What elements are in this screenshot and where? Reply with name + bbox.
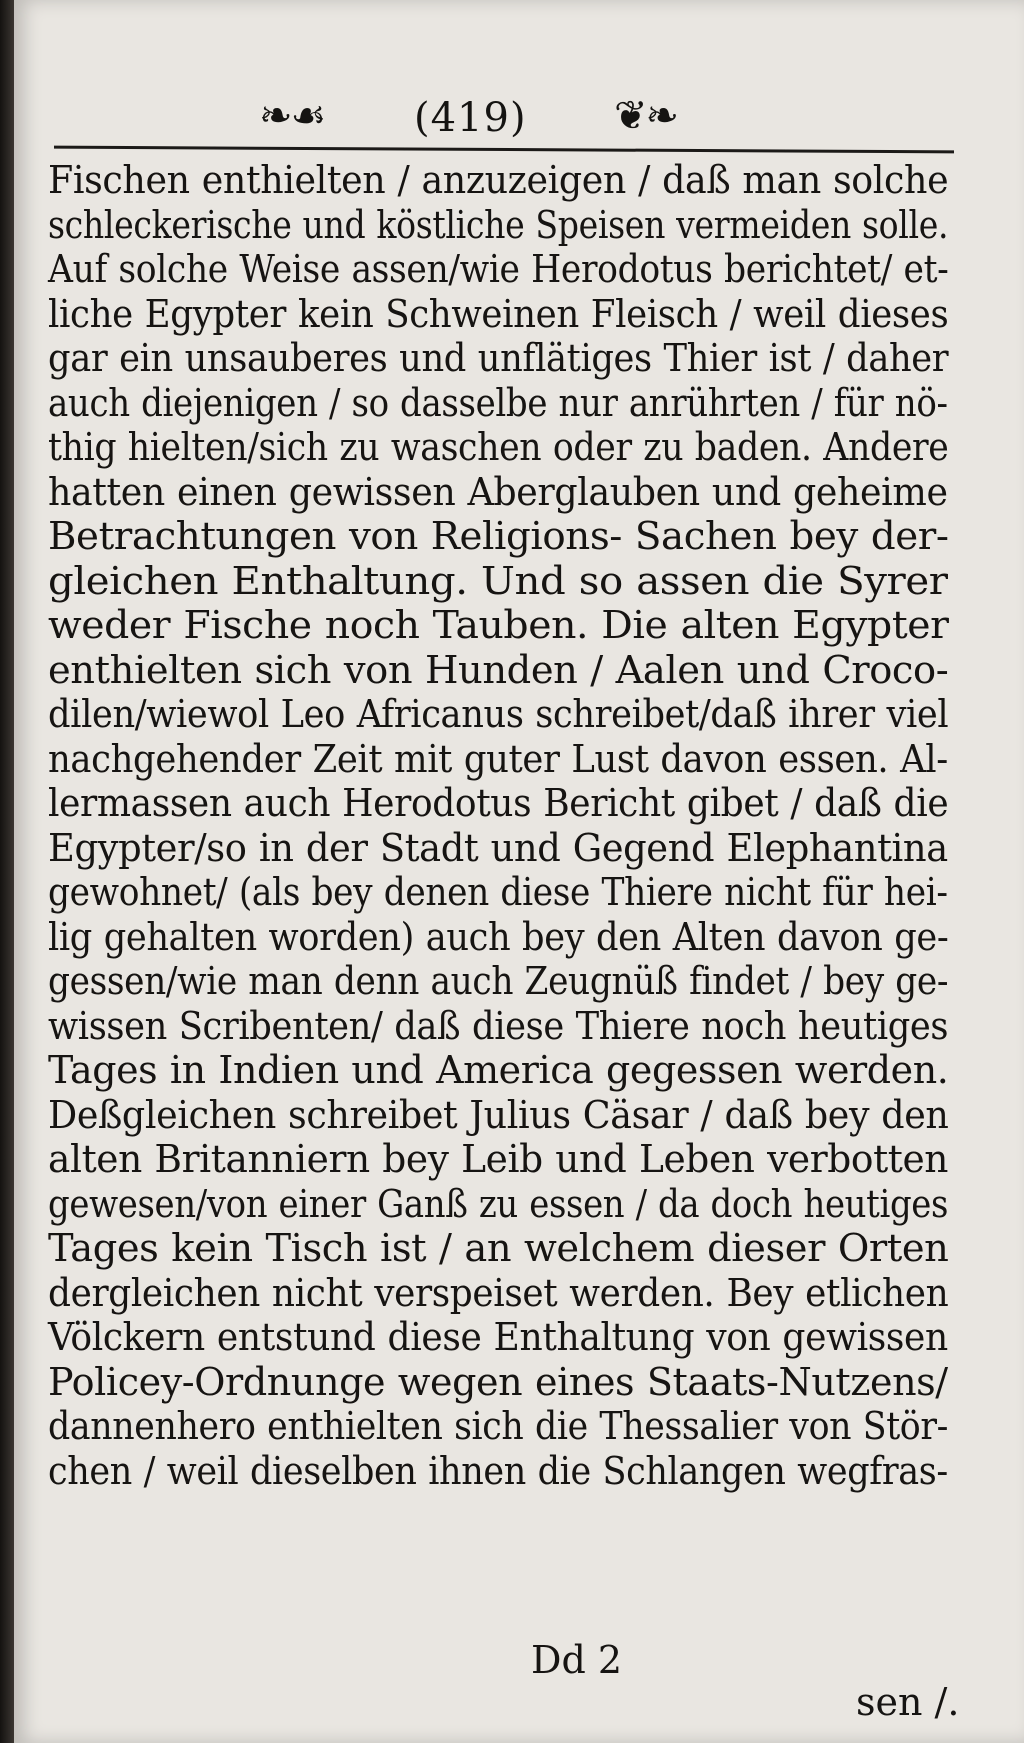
text-line: lermassen auch Herodotus Bericht gibet / daß die [48, 781, 949, 825]
text-line: schleckerische und köstliche Speisen vermeiden solle. [48, 202, 949, 247]
text-line: nachgehender Zeit mit guter Lust davon essen. Al- [48, 736, 948, 781]
text-line: Tages in Indien und America gegessen werden. [48, 1048, 949, 1092]
text-line: gessen/wie man denn auch Zeugnüß findet / bey ge- [48, 959, 949, 1003]
text-line: hatten einen gewissen Aberglauben und geheime [48, 469, 948, 514]
body-text [48, 158, 953, 1493]
page-number: (419) [414, 95, 527, 141]
text-line: weder Fische noch Tauben. Die alten Egypter [48, 603, 949, 647]
catchword: sen /. [856, 1680, 960, 1724]
text-line: Betrachtungen von Religions- Sachen bey der- [48, 514, 949, 558]
text-line: liche Egypter kein Schweinen Fleisch / weil dieses [48, 291, 949, 336]
text-line: gewohnet/ (als bey denen diese Thiere nicht für hei- [48, 870, 948, 914]
text-line: wissen Scribenten/ daß diese Thiere noch heutiges [48, 1003, 949, 1048]
text-line: lig gehalten worden) auch bey den Alten davon ge- [48, 914, 949, 959]
left-ornament: ❧☙ [259, 93, 325, 139]
text-line: Policey-Ordnunge wegen eines Staats-Nutzens/ [48, 1359, 948, 1404]
right-ornament: ❦❧ [614, 93, 678, 139]
text-line: gewesen/von einer Ganß zu essen / da doch heutiges [48, 1181, 949, 1226]
text-line: gar ein unsauberes und unflätiges Thier ist / daher [48, 336, 949, 380]
text-line: dergleichen nicht verspeiset werden. Bey etlichen [48, 1270, 949, 1315]
text-line: chen / weil dieselben ihnen die Schlangen wegfras- [48, 1448, 948, 1493]
text-line: alten Britanniern bey Leib und Leben verbotten [48, 1137, 949, 1181]
text-line: Egypter/so in der Stadt und Gegend Elephantina [48, 825, 948, 870]
text-line: dilen/wiewol Leo Africanus schreibet/daß ihrer viel [48, 692, 949, 736]
text-line: gleichen Enthaltung. Und so assen die Syrer [48, 558, 948, 603]
text-line: Tages kein Tisch ist / an welchem dieser Orten [48, 1226, 949, 1270]
text-line: Deßgleichen schreibet Julius Cäsar / daß bey den [48, 1092, 949, 1137]
text-line: Fischen enthielten / anzuzeigen / daß man solche [48, 158, 949, 202]
text-line: enthielten sich von Hunden / Aalen und Croco- [48, 647, 949, 692]
text-line: Völckern entstund diese Enthaltung von gewissen [48, 1315, 948, 1359]
signature-mark: Dd 2 [531, 1638, 623, 1682]
page-header [54, 92, 954, 152]
left-gutter [0, 0, 14, 1743]
book-page [14, 0, 1024, 1743]
text-line: thig hielten/sich zu waschen oder zu baden. Andere [48, 425, 949, 469]
text-line: auch diejenigen / so dasselbe nur anrührten / für nö- [48, 380, 948, 425]
text-line: dannenhero enthielten sich die Thessalier von Stör- [48, 1404, 948, 1448]
text-line: Auf solche Weise assen/wie Herodotus berichtet/ et- [48, 247, 949, 291]
